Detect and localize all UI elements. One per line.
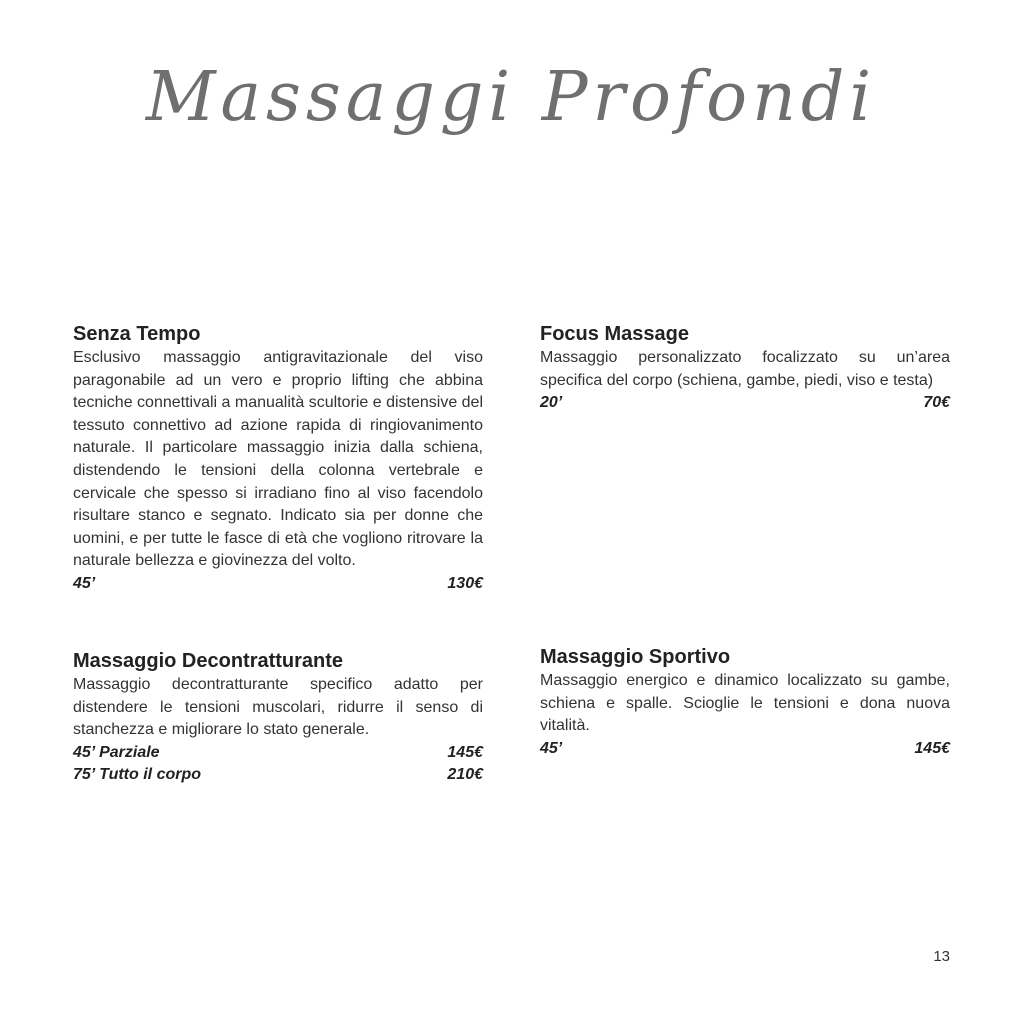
price-row xyxy=(540,738,950,760)
price: 145€ xyxy=(447,743,483,761)
item-description: Massaggio personalizzato focalizzato su un’area specifica del corpo (schiena, gambe, piedi, viso e testa) xyxy=(540,349,950,389)
menu-item-focus-massage xyxy=(540,321,950,414)
price-row xyxy=(540,392,950,414)
price: 130€ xyxy=(447,574,483,592)
item-description: Massaggio energico e dinamico localizzato su gambe, schiena e spalle. Scioglie le tensioni e dona nuova vitalità. xyxy=(540,672,950,735)
item-title: Massaggio Sportivo xyxy=(540,646,731,668)
price: 210€ xyxy=(447,765,483,783)
page-title: Massaggi Profondi xyxy=(145,58,877,137)
item-title: Massaggio Decontratturante xyxy=(73,650,344,672)
price-row xyxy=(73,742,483,764)
item-description: Esclusivo massaggio antigravitazionale del viso paragonabile ad un vero e proprio lifting che abbina tecniche connettivali a manualità scultorie e distensive del tessuto connettivo ad azione rapida di ringiovanimento naturale. Il particolare massaggio inizia dalla schiena, distendendo le tensioni della colonna vertebrale e cervicale che spesso si irradiano fino al viso facendolo risultare stanco e segnato. Indicato sia per donne che uomini, e per tutte le fasce di età che vogliono ritrovare la naturale bellezza e giovinezza del volto. xyxy=(73,349,484,570)
duration: 45’ xyxy=(540,739,563,757)
item-description: Massaggio decontratturante specifico adatto per distendere le tensioni muscolari, ridurre il senso di stanchezza e migliorare lo stato generale. xyxy=(73,676,483,739)
duration: 45’ Parziale xyxy=(73,743,160,761)
item-title: Focus Massage xyxy=(540,323,689,345)
price: 70€ xyxy=(923,394,950,412)
price-row xyxy=(73,764,483,786)
price-row xyxy=(73,573,483,595)
page-number: 13 xyxy=(933,948,950,965)
duration: 20’ xyxy=(540,394,563,412)
menu-item-massaggio-sportivo xyxy=(540,644,950,760)
item-title: Senza Tempo xyxy=(73,323,201,345)
duration: 75’ Tutto il corpo xyxy=(73,765,202,783)
duration: 45’ xyxy=(73,574,96,592)
price: 145€ xyxy=(914,739,950,757)
menu-item-massaggio-decontratturante xyxy=(73,648,483,786)
menu-item-senza-tempo xyxy=(73,321,483,595)
